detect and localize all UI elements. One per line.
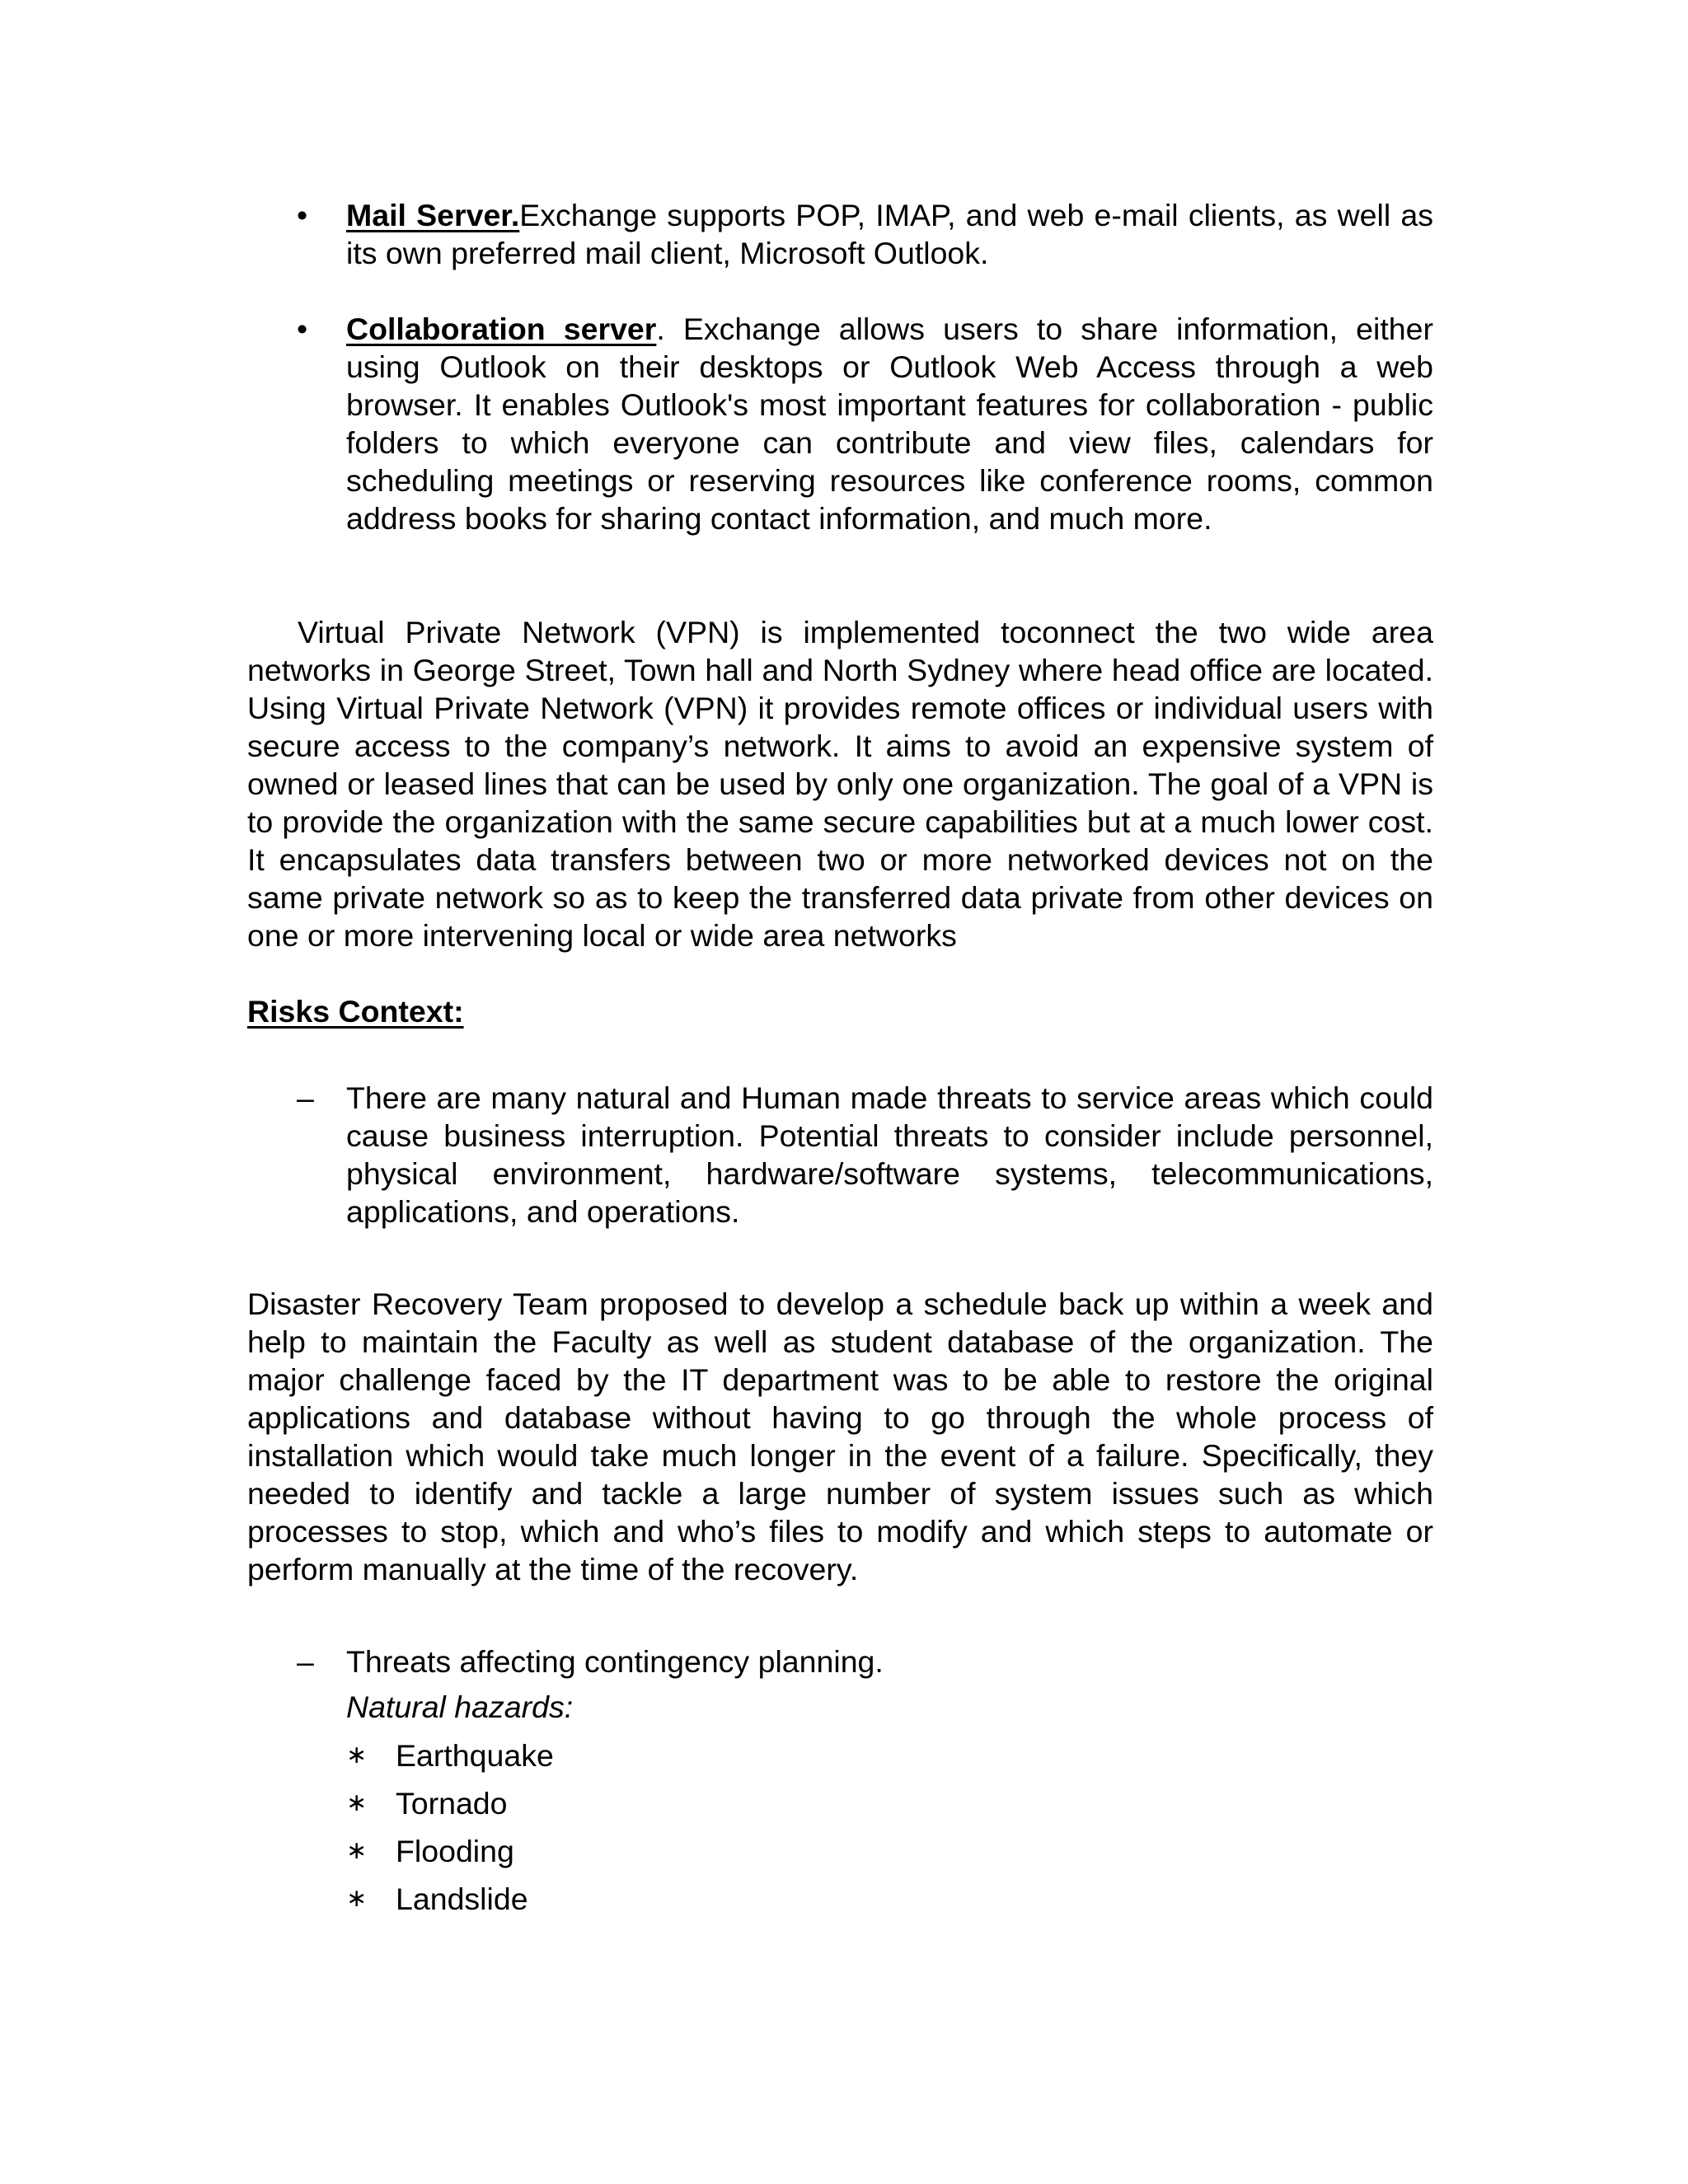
term-collaboration-server: Collaboration server: [346, 312, 657, 346]
list-item: [346, 1732, 1433, 1779]
hazard-label: Flooding: [396, 1834, 514, 1868]
mail-server-description: Exchange supports POP, IMAP, and web e-mail clients, as well as its own preferred mail client, Microsoft Outlook.: [346, 198, 1433, 270]
risk-item-text: There are many natural and Human made threats to service areas which could cause business interruption. Potential threats to consider include personnel, physical environment, hardware/software systems, telecommunications, applications, and operations.: [346, 1080, 1433, 1229]
natural-hazards-list: [346, 1732, 1433, 1923]
star-marker: ∗: [346, 1885, 368, 1912]
disaster-recovery-paragraph: Disaster Recovery Team proposed to develop a schedule back up within a week and help to maintain the Faculty as well as student database of the organization. The major challenge faced by the IT department was to be able to restore the original applications and database without having to go through the whole process of installation which would take much longer in the event of a failure. Specifically, they needed to identify and tackle a large number of system issues such as which processes to stop, which and who’s files to modify and which steps to automate or perform manually at the time of the recovery.: [247, 1286, 1433, 1586]
bullet-marker: •: [297, 312, 308, 346]
bullet-collaboration-text: [346, 310, 1433, 537]
risks-context-heading: Risks Context:: [247, 994, 464, 1029]
list-item: [346, 1779, 1433, 1827]
collaboration-description: . Exchange allows users to share information, either using Outlook on their desktops or Outlook Web Access through a web browser. It enables Outlook's most important features for collaboration - public folders to which everyone can contribute and view files, calendars for scheduling meetings or reserving resources like conference rooms, common address books for sharing contact information, and much more.: [346, 312, 1433, 536]
star-marker: ∗: [346, 1789, 368, 1816]
vpn-paragraph: Virtual Private Network (VPN) is implemented toconnect the two wide area networks in George Street, Town hall and North Sydney where head office are located. Using Virtual Private Network (VPN) it provides remote offices or individual users with secure access to the company’s network. It aims to avoid an expensive system of owned or leased lines that can be used by only one organization. The goal of a VPN is to provide the organization with the same secure capabilities but at a much lower cost. It encapsulates data transfers between two or more networked devices not on the same private network so as to keep the transferred data private from other devices on one or more intervening local or wide area networks: [247, 615, 1433, 953]
bullet-marker: •: [297, 198, 308, 232]
bullet-mail-server: [247, 196, 1433, 272]
list-item: [346, 1827, 1433, 1875]
threats-item: [247, 1643, 1433, 1923]
hazard-label: Earthquake: [396, 1738, 554, 1773]
threats-title: Threats affecting contingency planning.: [346, 1644, 884, 1679]
natural-hazards-subheading: Natural hazards:: [346, 1690, 574, 1724]
star-marker: ∗: [346, 1837, 368, 1864]
hazard-label: Landslide: [396, 1882, 528, 1916]
dash-marker: –: [297, 1080, 314, 1115]
hazard-label: Tornado: [396, 1786, 508, 1821]
bullet-collaboration-server: [247, 310, 1433, 537]
list-item: [346, 1875, 1433, 1923]
term-mail-server: Mail Server.: [346, 198, 520, 232]
star-marker: ∗: [346, 1741, 368, 1769]
risk-item: [247, 1079, 1433, 1230]
bullet-mail-server-text: [346, 196, 1433, 272]
dash-marker: –: [297, 1644, 314, 1679]
